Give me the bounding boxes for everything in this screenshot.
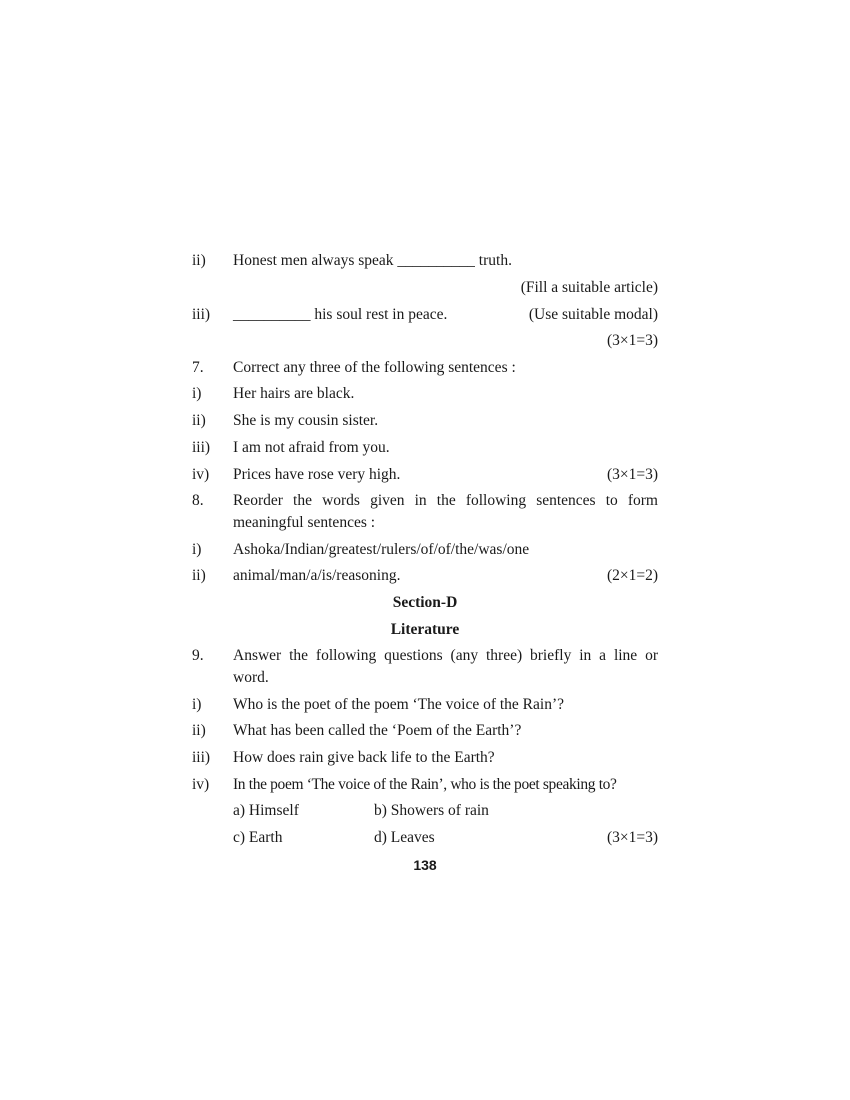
item-number: iii): [192, 306, 211, 323]
item-text: __________ his soul rest in peace.: [233, 306, 448, 323]
item-text: In the poem ‘The voice of the Rain’, who is the poet speaking to?: [233, 776, 617, 793]
marks: (3×1=3): [606, 466, 658, 483]
section-subtitle: Literature: [390, 621, 460, 638]
question-text-line2: meaningful sentences :: [233, 514, 376, 531]
question-text-line1: Reorder the words given in the following sentences to form: [233, 492, 658, 509]
item-number: iii): [192, 749, 211, 766]
item-text: Honest men always speak __________ truth.: [233, 252, 512, 269]
item-text: I am not afraid from you.: [233, 439, 390, 456]
item-number: iii): [192, 439, 211, 456]
item-text: How does rain give back life to the Earth?: [233, 749, 495, 766]
marks: (2×1=2): [606, 567, 658, 584]
item-number: ii): [192, 567, 206, 584]
item-text: animal/man/a/is/reasoning.: [233, 567, 401, 584]
option-a: a) Himself: [233, 802, 299, 819]
item-number: iv): [192, 776, 210, 793]
item-number: ii): [192, 722, 206, 739]
item-text: Prices have rose very high.: [233, 466, 401, 483]
option-c: c) Earth: [233, 829, 283, 846]
hint-text: (Use suitable modal): [528, 306, 658, 323]
item-number: ii): [192, 252, 206, 269]
item-number: i): [192, 696, 202, 713]
item-text: She is my cousin sister.: [233, 412, 379, 429]
item-text: Who is the poet of the poem ‘The voice of the Rain’?: [233, 696, 564, 713]
question-number: 7.: [192, 359, 204, 376]
option-b: b) Showers of rain: [374, 802, 489, 819]
item-number: iv): [192, 466, 210, 483]
option-d: d) Leaves: [374, 829, 435, 846]
question-number: 9.: [192, 647, 204, 664]
question-number: 8.: [192, 492, 204, 509]
question-text-line1: Answer the following questions (any three) briefly in a line or: [233, 647, 658, 664]
item-text: What has been called the ‘Poem of the Earth’?: [233, 722, 522, 739]
item-text: Ashoka/Indian/greatest/rulers/of/of/the/was/one: [233, 541, 530, 558]
item-number: i): [192, 385, 202, 402]
question-text: Correct any three of the following sentences :: [233, 359, 516, 376]
marks: (3×1=3): [606, 332, 658, 349]
hint-text: (Fill a suitable article): [520, 279, 658, 296]
page-number: 138: [413, 857, 437, 873]
item-number: ii): [192, 412, 206, 429]
section-title: Section-D: [392, 594, 458, 611]
question-text-line2: word.: [233, 669, 269, 686]
item-number: i): [192, 541, 202, 558]
marks: (3×1=3): [606, 829, 658, 846]
item-text: Her hairs are black.: [233, 385, 355, 402]
